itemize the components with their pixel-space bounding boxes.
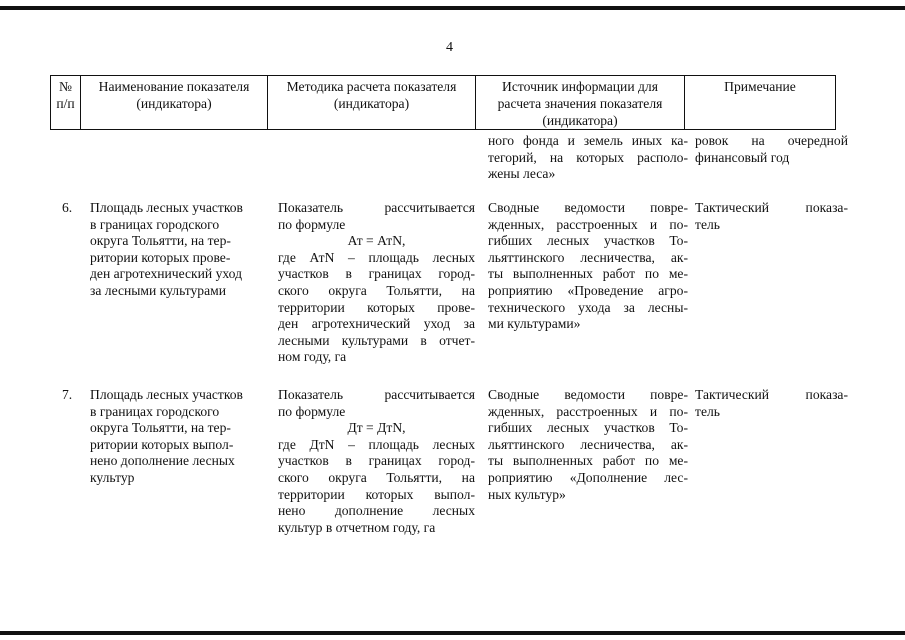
text-line: Показатель рассчитывается (278, 387, 475, 402)
header-source (476, 76, 685, 130)
header-line: (индикатора) (333, 96, 410, 111)
text-line: финансовый год (695, 149, 790, 165)
header-number (51, 76, 81, 130)
text-line: ден агротехнический уход (90, 266, 242, 282)
calculation-method (278, 387, 475, 536)
text-line: где ДтN – площадь лесных (278, 436, 475, 452)
page-number: 4 (446, 40, 453, 55)
row-number: 6. (62, 200, 73, 215)
text-line: ровок на очередной (695, 133, 848, 148)
text-line: тель (695, 403, 720, 419)
text-line: округа Тольятти, на тер- (90, 420, 231, 436)
text-line: ского округа Тольятти, на (278, 469, 475, 485)
text-line: территории которых прове- (278, 299, 475, 315)
text-line: культур (90, 469, 135, 485)
text-line: Сводные ведомости повре- (488, 387, 688, 402)
text-line: округа Тольятти, на тер- (90, 233, 231, 249)
text-line: ном году, га (278, 349, 347, 365)
text-line: гибших лесных участков То- (488, 233, 688, 249)
text-line: где АтN – площадь лесных (278, 249, 475, 265)
note (695, 387, 848, 420)
text-line: ного фонда и земель иных ка- (488, 133, 688, 148)
text-line: жены леса» (488, 166, 556, 182)
text-line: роприятию «Проведение агро- (488, 282, 688, 298)
continuation-note (695, 133, 848, 166)
text-line: Площадь лесных участков (90, 200, 243, 215)
text-line: в границах городского (90, 216, 220, 232)
information-source (488, 387, 688, 503)
text-line: тель (695, 216, 720, 232)
header-line: Примечание (724, 79, 796, 94)
information-source (488, 200, 688, 333)
header-method (268, 76, 476, 130)
text-line: ми культурами» (488, 316, 581, 332)
text-line: Показатель рассчитывается (278, 200, 475, 215)
text-line: лесными культурами в отчет- (278, 332, 475, 348)
header-line: (индикатора) (542, 113, 618, 128)
header-indicator-name (81, 76, 268, 130)
text-line: ден агротехнический уход за (278, 316, 475, 332)
text-line: ных культур» (488, 486, 566, 502)
text-line: Сводные ведомости повре- (488, 200, 688, 215)
formula: Дт = ДтN, (347, 420, 406, 436)
formula: Ат = АтN, (347, 233, 406, 249)
bottom-rule (0, 631, 905, 635)
continuation-source (488, 133, 688, 183)
text-line: территории которых выпол- (278, 486, 475, 502)
header-line: Наименование показателя (98, 79, 250, 94)
row-number: 7. (62, 387, 73, 402)
text-line: гибших лесных участков То- (488, 420, 688, 436)
text-line: участков в границах город- (278, 453, 475, 469)
text-line: льяттинского лесничества, ак- (488, 249, 688, 265)
text-line: Тактический показа- (695, 200, 848, 215)
text-line: роприятию «Дополнение лес- (488, 469, 688, 485)
text-line: льяттинского лесничества, ак- (488, 436, 688, 452)
text-line: за лесными культурами (90, 282, 227, 298)
header-line: Источник информации для (502, 79, 658, 94)
header-line: расчета значения показателя (497, 96, 663, 111)
text-line: Площадь лесных участков (90, 387, 243, 402)
text-line: по формуле (278, 403, 346, 419)
text-line: технического ухода за лесны- (488, 299, 688, 315)
header-line: п/п (56, 96, 75, 111)
indicator-name (90, 200, 272, 300)
text-line: ты выполненных работ по ме- (488, 266, 688, 282)
header-line: № (59, 79, 72, 94)
text-line: участков в границах город- (278, 266, 475, 282)
header-line: Методика расчета показателя (286, 79, 457, 94)
note (695, 200, 848, 233)
header-note (685, 76, 836, 130)
text-line: ритории которых выпол- (90, 436, 234, 452)
text-line: культур в отчетном году, га (278, 519, 436, 535)
text-line: нено дополнение лесных (90, 453, 235, 469)
text-line: жденных, расстроенных и по- (488, 403, 688, 419)
text-line: тегорий, на которых располо- (488, 149, 688, 165)
table-header (50, 75, 836, 130)
indicator-name (90, 387, 272, 487)
calculation-method (278, 200, 475, 366)
text-line: Тактический показа- (695, 387, 848, 402)
text-line: по формуле (278, 216, 346, 232)
text-line: ты выполненных работ по ме- (488, 453, 688, 469)
text-line: ского округа Тольятти, на (278, 282, 475, 298)
top-rule (0, 6, 905, 10)
text-line: ритории которых прове- (90, 249, 231, 265)
text-line: в границах городского (90, 403, 220, 419)
text-line: жденных, расстроенных и по- (488, 216, 688, 232)
header-line: (индикатора) (136, 96, 212, 111)
text-line: нено дополнение лесных (278, 503, 475, 519)
